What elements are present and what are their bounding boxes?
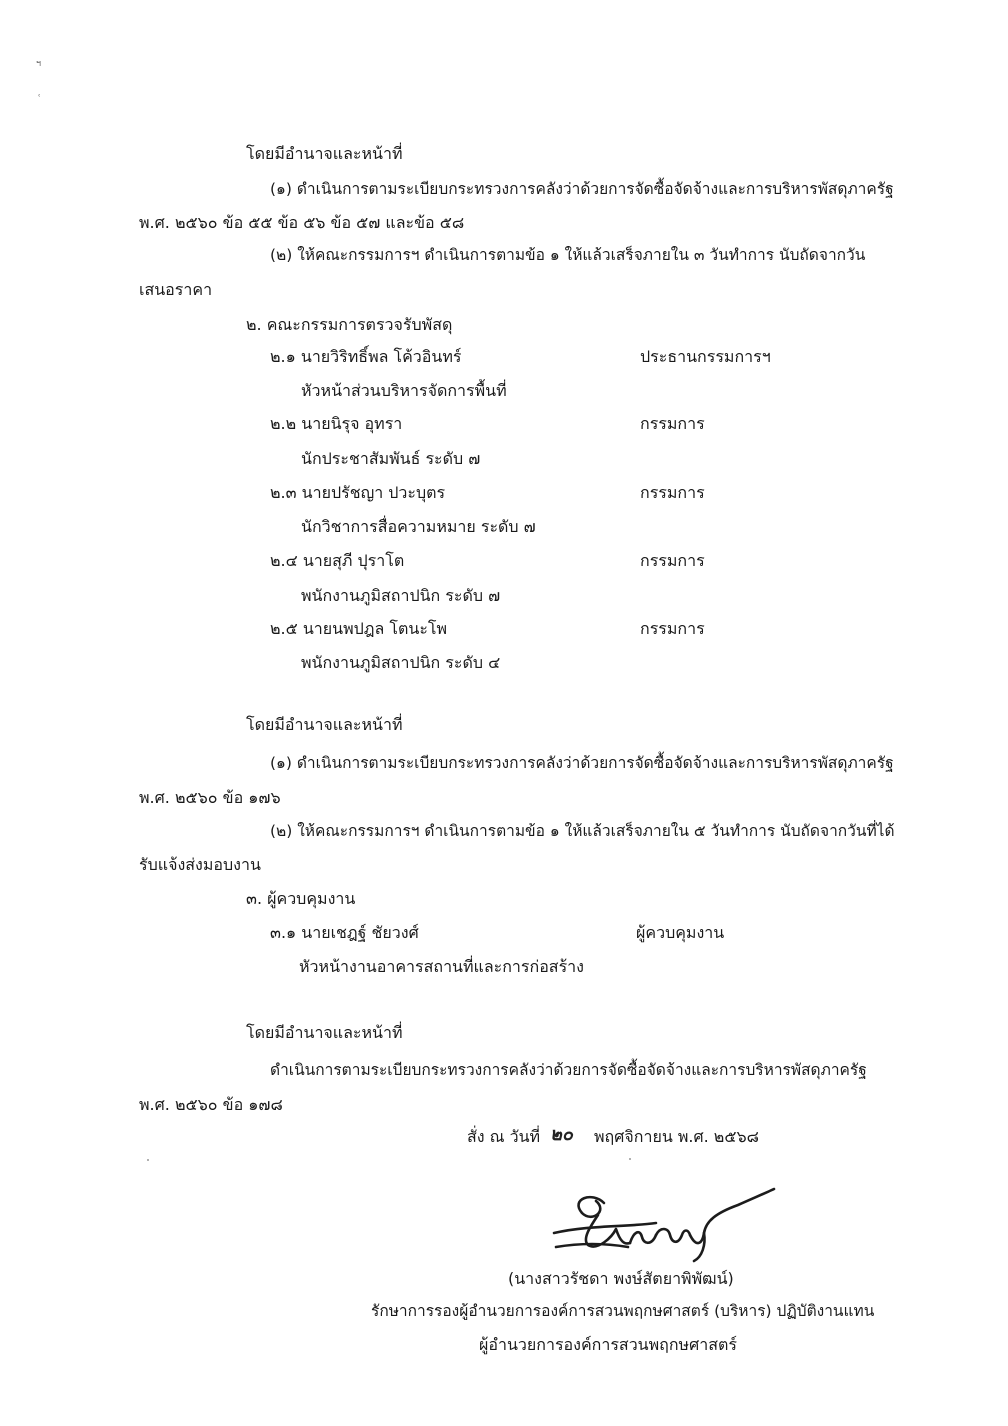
- section3-duty-line1: ดำเนินการตามระเบียบกระทรวงการคลังว่าด้วยการจัดซื้อจัดจ้างและการบริหารพัสดุภาครัฐ: [270, 1061, 867, 1079]
- section3-duty-line2: พ.ศ. ๒๕๖๐ ข้อ ๑๗๘: [139, 1095, 283, 1114]
- section1-duties-heading: โดยมีอำนาจและหน้าที่: [246, 144, 403, 163]
- member-3-1-name: ๓.๑ นายเชฎฐ์ ชัยวงศ์: [270, 923, 419, 942]
- signatory-title-line1: รักษาการรองผู้อำนวยการองค์การสวนพฤกษศาสตร์ (บริหาร) ปฏิบัติงานแทน: [371, 1302, 875, 1320]
- member-2-2-position: นักประชาสัมพันธ์ ระดับ ๗: [301, 449, 481, 468]
- section2-duty2-line2: รับแจ้งส่งมอบงาน: [139, 855, 261, 874]
- section2-duties-heading: โดยมีอำนาจและหน้าที่: [246, 715, 403, 734]
- section1-duty1-line2: พ.ศ. ๒๕๖๐ ข้อ ๕๕ ข้อ ๕๖ ข้อ ๕๗ และข้อ ๕๘: [139, 213, 465, 232]
- signatory-title-line2: ผู้อำนวยการองค์การสวนพฤกษศาสตร์: [479, 1335, 737, 1354]
- section1-duty2-line1: (๒) ให้คณะกรรมการฯ ดำเนินการตามข้อ ๑ ให้แล้วเสร็จภายใน ๓ วันทำการ นับถัดจากวัน: [270, 246, 866, 264]
- member-2-4-position: พนักงานภูมิสถาปนิก ระดับ ๗: [301, 586, 501, 605]
- member-2-2-name: ๒.๒ นายนิรุจ อุทรา: [270, 414, 403, 433]
- member-2-5-name: ๒.๕ นายนพปฎล โตนะโพ: [270, 619, 448, 638]
- member-2-3-role: กรรมการ: [640, 483, 705, 502]
- member-2-1-position: หัวหน้าส่วนบริหารจัดการพื้นที่: [301, 381, 507, 400]
- member-2-5-role: กรรมการ: [640, 619, 705, 638]
- member-2-4-name: ๒.๔ นายสุภี ปุราโต: [270, 551, 405, 570]
- scan-speck-left: [147, 1159, 149, 1161]
- section1-duty2-line2: เสนอราคา: [139, 280, 213, 299]
- member-2-5-position: พนักงานภูมิสถาปนิก ระดับ ๔: [301, 653, 501, 672]
- order-date-prefix: สั่ง ณ วันที่: [467, 1127, 541, 1146]
- member-3-1-position: หัวหน้างานอาคารสถานที่และการก่อสร้าง: [299, 957, 584, 976]
- member-2-4-role: กรรมการ: [640, 551, 705, 570]
- scan-speck-right: [629, 1158, 631, 1160]
- section2-duty2-line1: (๒) ให้คณะกรรมการฯ ดำเนินการตามข้อ ๑ ให้แล้วเสร็จภายใน ๕ วันทำการ นับถัดจากวันที่ได้: [270, 822, 895, 840]
- order-date-day: ๒๐: [550, 1124, 573, 1145]
- member-2-3-position: นักวิชาการสื่อความหมาย ระดับ ๗: [301, 517, 536, 536]
- section2-duty1-line2: พ.ศ. ๒๕๖๐ ข้อ ๑๗๖: [139, 788, 281, 807]
- signatory-name: (นางสาวรัชดา พงษ์สัตยาพิพัฒน์): [508, 1269, 734, 1288]
- section3-duties-heading: โดยมีอำนาจและหน้าที่: [246, 1023, 403, 1042]
- section3-heading: ๓. ผู้ควบคุมงาน: [246, 889, 356, 908]
- margin-mark-bottom: ʿ: [38, 94, 41, 104]
- section1-duty1-line1: (๑) ดำเนินการตามระเบียบกระทรวงการคลังว่าด้วยการจัดซื้อจัดจ้างและการบริหารพัสดุภาครัฐ: [270, 180, 894, 198]
- order-date-month-year: พฤศจิกายน พ.ศ. ๒๕๖๘: [594, 1127, 759, 1146]
- section2-heading: ๒. คณะกรรมการตรวจรับพัสดุ: [246, 315, 453, 334]
- member-3-1-role: ผู้ควบคุมงาน: [636, 923, 725, 942]
- member-2-3-name: ๒.๓ นายปรัชญา ปวะบุตร: [270, 483, 446, 502]
- member-2-1-role: ประธานกรรมการฯ: [640, 347, 771, 366]
- member-2-1-name: ๒.๑ นายวิริทธิ์พล โค้วอินทร์: [270, 347, 462, 366]
- margin-mark-top: ฯ: [36, 59, 42, 69]
- section2-duty1-line1: (๑) ดำเนินการตามระเบียบกระทรวงการคลังว่าด้วยการจัดซื้อจัดจ้างและการบริหารพัสดุภาครัฐ: [270, 754, 894, 772]
- handwritten-signature: [548, 1185, 788, 1265]
- member-2-2-role: กรรมการ: [640, 414, 705, 433]
